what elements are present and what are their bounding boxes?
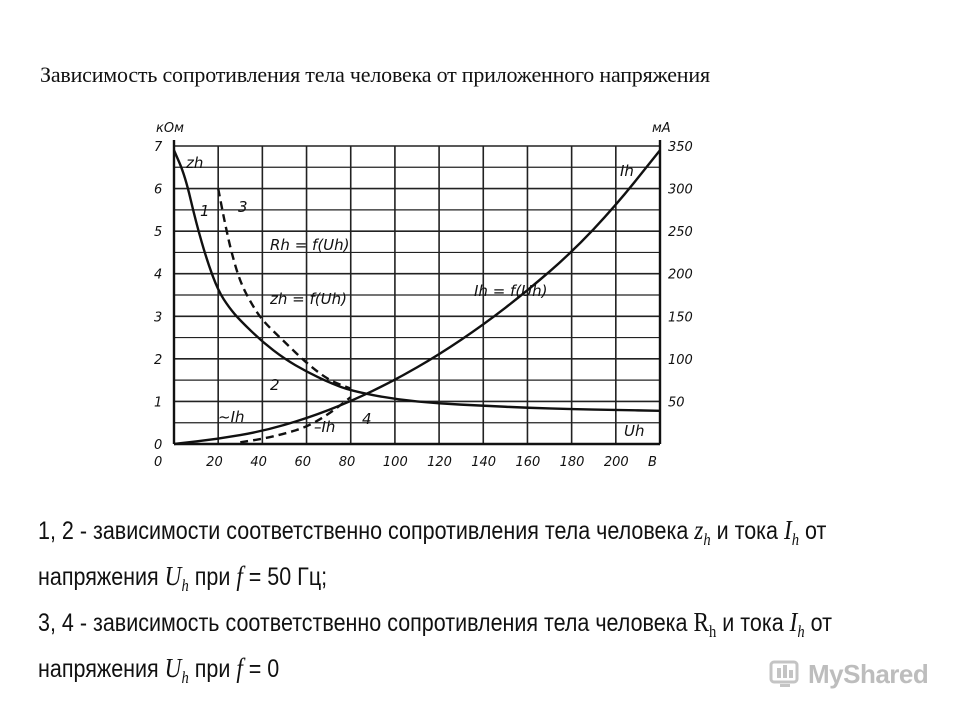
x-tick-label: 160 bbox=[515, 455, 541, 470]
right-axis-unit: мА bbox=[652, 121, 671, 136]
left-tick-label: 2 bbox=[154, 352, 163, 368]
caption-line-4: напряжения $U_h$ при f = 0 bbox=[38, 653, 280, 687]
right-tick-label: 50 bbox=[668, 395, 685, 411]
watermark bbox=[768, 654, 928, 694]
annotation-zh-eq: zh = f(Uh) bbox=[270, 290, 347, 308]
annotation-curve-3: 3 bbox=[238, 198, 248, 216]
right-tick-label: 100 bbox=[668, 352, 693, 368]
right-tick-label: 150 bbox=[668, 310, 693, 326]
x-tick-label: 40 bbox=[250, 455, 267, 470]
annotation-rh-eq: Rh = f(Uh) bbox=[270, 236, 350, 254]
annotation-ih-top: Ih bbox=[620, 162, 634, 180]
caption bbox=[38, 512, 833, 696]
left-tick-label: 0 bbox=[154, 438, 163, 453]
left-tick-label: 1 bbox=[154, 395, 163, 411]
x-tick-label: 140 bbox=[471, 455, 497, 470]
curve-2 bbox=[174, 150, 660, 444]
annotation-ih-eq: Ih = f(Uh) bbox=[474, 282, 548, 300]
left-tick-label: 5 bbox=[154, 225, 163, 241]
caption-line-1: 1, 2 - зависимости соответственно сопротивления тела человека $z_h$ и тока $I_h$ от bbox=[38, 515, 827, 549]
right-tick-label: 300 bbox=[668, 182, 693, 198]
x-tick-label: 200 bbox=[603, 455, 629, 470]
x-tick-label: 80 bbox=[338, 455, 356, 470]
annotation-ih-ac: ~Ih bbox=[218, 408, 245, 426]
right-tick-label: 350 bbox=[668, 140, 693, 155]
right-tick-label: 250 bbox=[668, 225, 693, 241]
annotation-curve-1: 1 bbox=[200, 202, 210, 220]
chart bbox=[140, 108, 700, 478]
x-tick-label: 180 bbox=[559, 455, 585, 470]
caption-line-2: напряжения $U_h$ при f = 50 Гц; bbox=[38, 561, 328, 595]
left-tick-label: 3 bbox=[154, 310, 163, 326]
annotation-uh: Uh bbox=[624, 422, 645, 440]
annotation-ih-dc: –Ih bbox=[314, 418, 336, 436]
left-tick-label: 7 bbox=[154, 140, 163, 155]
annotation-curve-2: 2 bbox=[270, 376, 280, 394]
x-axis-unit: В bbox=[648, 455, 657, 470]
left-tick-label: 6 bbox=[154, 182, 163, 198]
annotation-curve-4: 4 bbox=[362, 410, 372, 428]
right-tick-label: 200 bbox=[668, 267, 693, 283]
x-tick-label: 20 bbox=[206, 455, 223, 470]
caption-line-3: 3, 4 - зависимость соответственно сопротивления тела человека $R_h$ и тока $I_h$ от bbox=[38, 607, 833, 641]
left-tick-label: 4 bbox=[154, 267, 163, 283]
x-tick-label: 0 bbox=[154, 455, 163, 470]
x-tick-label: 120 bbox=[427, 455, 452, 470]
x-tick-label: 100 bbox=[382, 455, 408, 470]
annotation-zh-top: zh bbox=[186, 154, 204, 172]
left-axis-unit: кОм bbox=[156, 121, 184, 136]
chart-svg bbox=[140, 108, 700, 478]
x-tick-label: 60 bbox=[294, 455, 312, 470]
page-title: Зависимость сопротивления тела человека от приложенного напряжения bbox=[40, 62, 710, 87]
watermark-text: MyShared bbox=[808, 658, 929, 689]
mysared-logo-icon bbox=[768, 658, 802, 690]
